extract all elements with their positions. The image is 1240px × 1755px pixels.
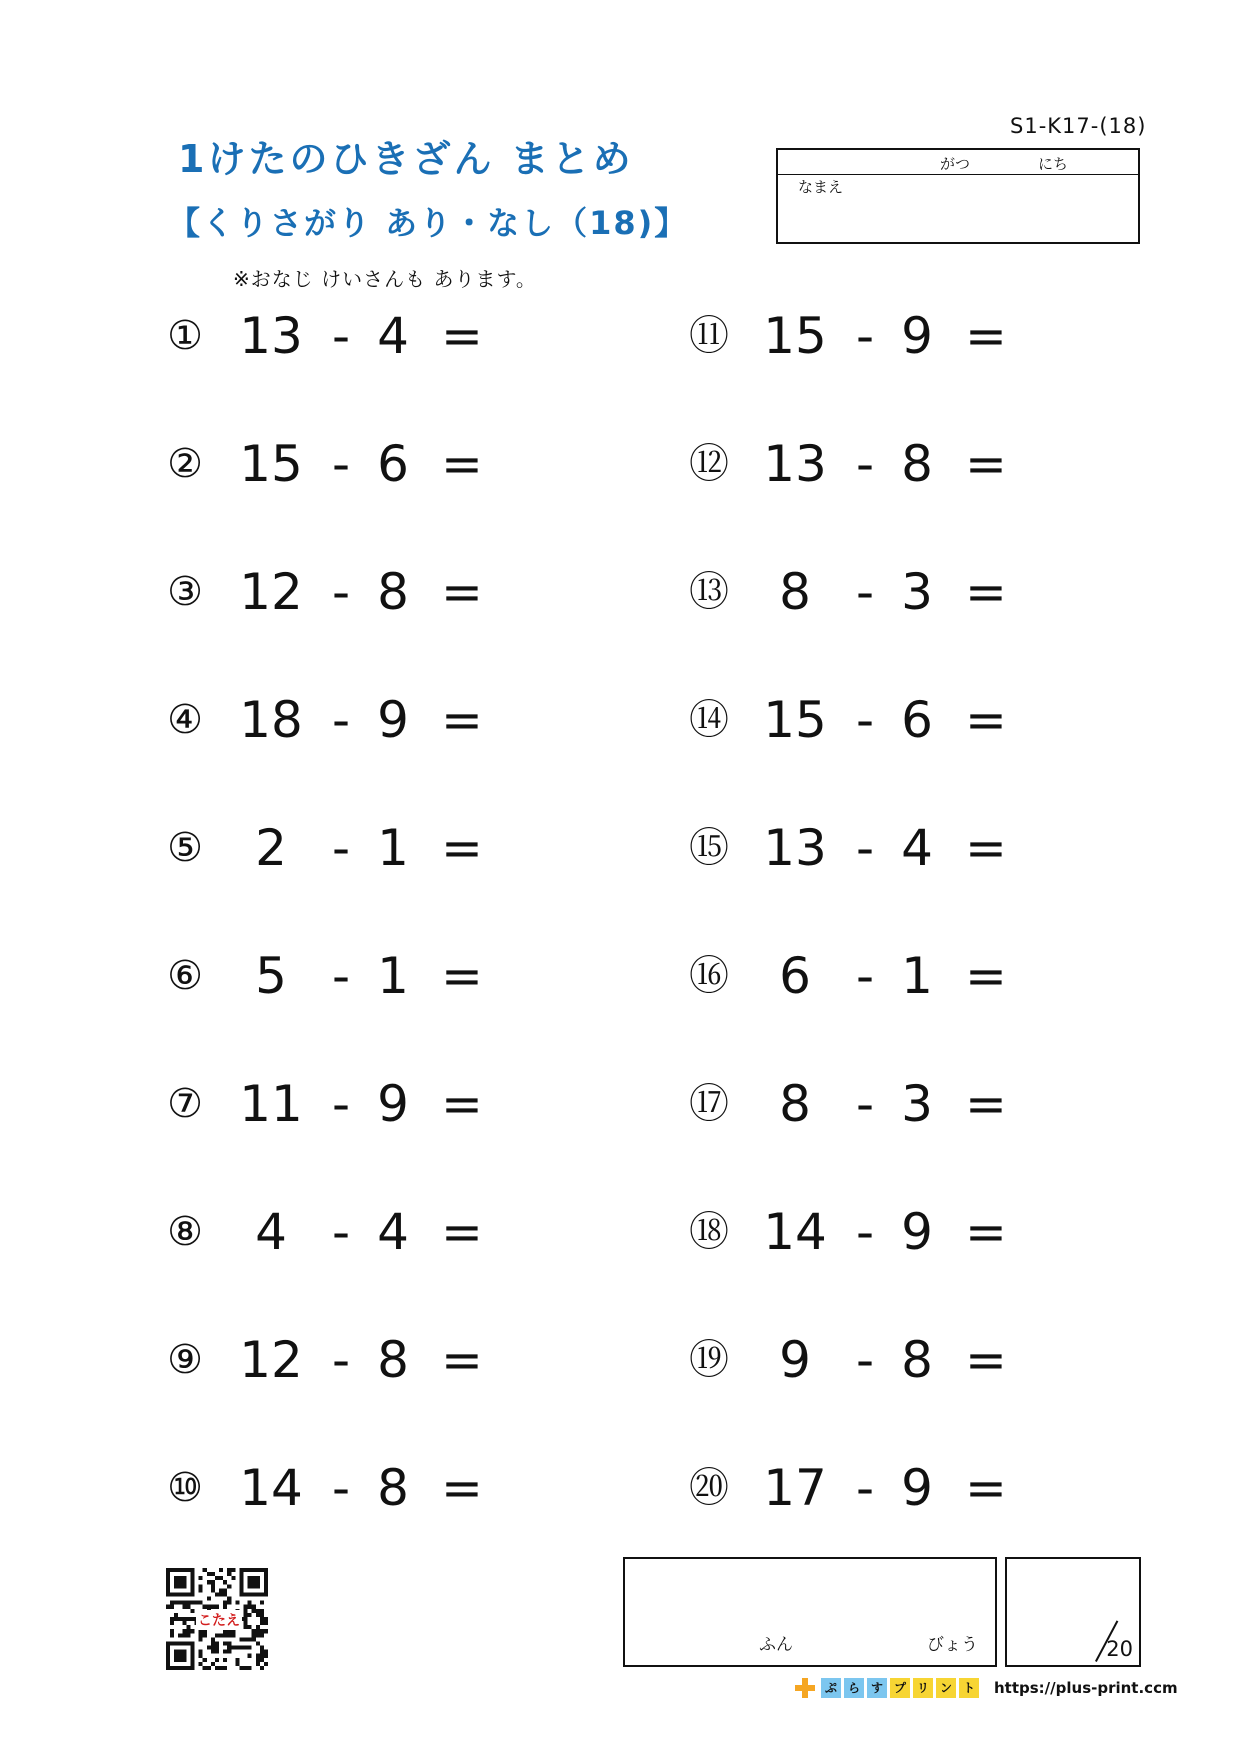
equals-sign: = [441, 307, 483, 365]
subtrahend: 4 [901, 819, 933, 877]
minuend: 18 [239, 691, 303, 749]
problem-number: ⑫ [689, 441, 729, 487]
minus-sign: - [855, 563, 875, 621]
minus-sign: - [855, 1331, 875, 1389]
equals-sign: = [965, 307, 1007, 365]
problem-20 [685, 1458, 1025, 1518]
brand-char: ら [844, 1678, 864, 1698]
minus-sign: - [855, 435, 875, 493]
subtrahend: 8 [377, 1459, 409, 1517]
problem-6 [161, 946, 501, 1006]
minuend: 15 [763, 307, 827, 365]
brand-char: す [867, 1678, 887, 1698]
score-total: 20 [1106, 1637, 1133, 1661]
equals-sign: = [965, 1203, 1007, 1261]
problem-10 [161, 1458, 501, 1518]
problem-number: ⑯ [689, 953, 729, 999]
equals-sign: = [441, 691, 483, 749]
minus-sign: - [331, 563, 351, 621]
problem-number: ⑱ [689, 1209, 729, 1255]
equals-sign: = [965, 1331, 1007, 1389]
problem-number: ⑨ [167, 1337, 203, 1383]
equals-sign: = [965, 563, 1007, 621]
equals-sign: = [965, 1459, 1007, 1517]
minus-sign: - [331, 819, 351, 877]
subtrahend: 3 [901, 563, 933, 621]
problem-16 [685, 946, 1025, 1006]
subtrahend: 4 [377, 1203, 409, 1261]
minus-sign: - [331, 1203, 351, 1261]
subtrahend: 6 [901, 691, 933, 749]
subtrahend: 1 [377, 819, 409, 877]
problem-number: ③ [167, 569, 203, 615]
subtrahend: 9 [901, 307, 933, 365]
seconds-label: びょう [927, 1635, 978, 1655]
equals-sign: = [441, 947, 483, 1005]
problem-number: ⑪ [689, 313, 729, 359]
equals-sign: = [965, 819, 1007, 877]
problem-5 [161, 818, 501, 878]
problem-number: ② [167, 441, 203, 487]
brand-char: ン [936, 1678, 956, 1698]
equals-sign: = [441, 1203, 483, 1261]
minutes-label: ふん [759, 1635, 793, 1655]
minus-sign: - [331, 307, 351, 365]
minuend: 13 [763, 435, 827, 493]
minus-sign: - [855, 691, 875, 749]
problem-1 [161, 306, 501, 366]
equals-sign: = [441, 1075, 483, 1133]
subtrahend: 8 [377, 563, 409, 621]
subtrahend: 9 [377, 1075, 409, 1133]
worksheet-code: S1-K17-(18) [1010, 114, 1147, 138]
minuend: 12 [239, 1331, 303, 1389]
problem-18 [685, 1202, 1025, 1262]
minuend: 15 [763, 691, 827, 749]
brand-footer [795, 1676, 1178, 1700]
subtrahend: 4 [377, 307, 409, 365]
problem-number: ⑧ [167, 1209, 203, 1255]
problem-number: ④ [167, 697, 203, 743]
site-url[interactable]: https://plus-print.ccm [994, 1679, 1178, 1697]
equals-sign: = [441, 435, 483, 493]
problem-number: ⑤ [167, 825, 203, 871]
problem-8 [161, 1202, 501, 1262]
time-box[interactable] [623, 1557, 997, 1667]
minuend: 11 [239, 1075, 303, 1133]
brand-char: ぷ [821, 1678, 841, 1698]
minus-sign: - [331, 947, 351, 1005]
problem-9 [161, 1330, 501, 1390]
subtrahend: 6 [377, 435, 409, 493]
problem-3 [161, 562, 501, 622]
minuend: 15 [239, 435, 303, 493]
problem-15 [685, 818, 1025, 878]
score-box[interactable] [1005, 1557, 1141, 1667]
problem-number: ⑭ [689, 697, 729, 743]
equals-sign: = [441, 563, 483, 621]
minus-sign: - [331, 1459, 351, 1517]
problem-13 [685, 562, 1025, 622]
minuend: 8 [779, 563, 811, 621]
equals-sign: = [965, 1075, 1007, 1133]
minuend: 9 [779, 1331, 811, 1389]
minus-sign: - [855, 947, 875, 1005]
minus-sign: - [331, 1331, 351, 1389]
minuend: 6 [779, 947, 811, 1005]
minuend: 17 [763, 1459, 827, 1517]
minuend: 8 [779, 1075, 811, 1133]
problem-number: ⑬ [689, 569, 729, 615]
minus-sign: - [855, 1459, 875, 1517]
day-label: にち [1038, 155, 1069, 173]
month-label: がつ [940, 155, 971, 173]
subtrahend: 9 [377, 691, 409, 749]
problem-19 [685, 1330, 1025, 1390]
problem-14 [685, 690, 1025, 750]
problem-17 [685, 1074, 1025, 1134]
subtrahend: 1 [377, 947, 409, 1005]
subtrahend: 1 [901, 947, 933, 1005]
subtrahend: 8 [901, 1331, 933, 1389]
name-label: なまえ [798, 178, 844, 196]
minus-sign: - [855, 307, 875, 365]
brand-char: ト [959, 1678, 979, 1698]
problem-number: ⑳ [689, 1465, 729, 1511]
minuend: 5 [255, 947, 287, 1005]
problem-2 [161, 434, 501, 494]
minuend: 2 [255, 819, 287, 877]
minus-sign: - [855, 1203, 875, 1261]
plus-logo-icon [795, 1678, 815, 1698]
equals-sign: = [965, 435, 1007, 493]
minuend: 13 [239, 307, 303, 365]
equals-sign: = [965, 691, 1007, 749]
problem-number: ⑩ [167, 1465, 203, 1511]
minuend: 4 [255, 1203, 287, 1261]
subtrahend: 8 [377, 1331, 409, 1389]
minus-sign: - [855, 1075, 875, 1133]
equals-sign: = [441, 1459, 483, 1517]
problem-number: ⑦ [167, 1081, 203, 1127]
minus-sign: - [331, 435, 351, 493]
subtrahend: 3 [901, 1075, 933, 1133]
equals-sign: = [441, 819, 483, 877]
answer-qr-label: こたえ [196, 1610, 242, 1630]
problem-number: ⑲ [689, 1337, 729, 1383]
subtrahend: 9 [901, 1459, 933, 1517]
minus-sign: - [331, 1075, 351, 1133]
instruction-note: ※おなじ けいさんも あります。 [233, 267, 537, 291]
page-title: 1けたのひきざん まとめ [178, 137, 634, 181]
minuend: 14 [239, 1459, 303, 1517]
problem-number: ⑥ [167, 953, 203, 999]
problem-number: ① [167, 313, 203, 359]
minuend: 14 [763, 1203, 827, 1261]
minus-sign: - [855, 819, 875, 877]
problem-7 [161, 1074, 501, 1134]
problem-11 [685, 306, 1025, 366]
minuend: 12 [239, 563, 303, 621]
problem-12 [685, 434, 1025, 494]
brand-char: リ [913, 1678, 933, 1698]
subtrahend: 9 [901, 1203, 933, 1261]
page-subtitle: 【くりさがり あり・なし（18)】 [168, 204, 689, 242]
brand-name [821, 1678, 979, 1698]
equals-sign: = [441, 1331, 483, 1389]
problem-number: ⑰ [689, 1081, 729, 1127]
minuend: 13 [763, 819, 827, 877]
brand-char: プ [890, 1678, 910, 1698]
problem-number: ⑮ [689, 825, 729, 871]
equals-sign: = [965, 947, 1007, 1005]
minus-sign: - [331, 691, 351, 749]
subtrahend: 8 [901, 435, 933, 493]
problem-4 [161, 690, 501, 750]
